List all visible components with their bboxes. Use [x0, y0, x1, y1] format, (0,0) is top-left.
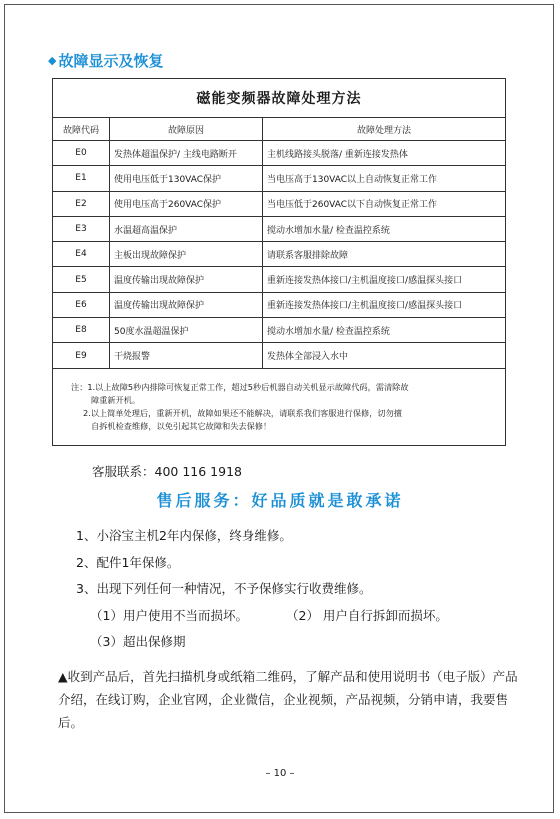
customer-service-contact: 客服联系：400 116 1918	[92, 464, 242, 479]
fault-method: 搅动水增加水量/ 检查温控系统	[263, 216, 506, 241]
warranty-item: 1、小浴宝主机2年内保修，终身维修。	[76, 528, 292, 543]
after-sales-paragraph: ▲收到产品后，首先扫描机身或纸箱二维码，了解产品和使用说明书（电子版）产品介绍，在线订购，企业官网，企业微信，企业视频，产品视频，分销申请，我要售后。	[58, 669, 518, 730]
fault-code: E3	[53, 216, 110, 241]
table-notes	[53, 368, 506, 445]
fault-method: 主机线路接头脱落/ 重新连接发热体	[263, 141, 506, 166]
fault-code: E2	[53, 191, 110, 216]
note-line: 障重新开机。	[91, 394, 141, 405]
note-line: 注：1.以上故障5秒内排除可恢复正常工作，超过5秒后机器自动关机显示故障代码，需清除故	[71, 381, 409, 392]
header-method: 故障处理方法	[263, 118, 506, 141]
table-row	[53, 191, 506, 216]
fault-method: 当电压低于260VAC以下自动恢复正常工作	[263, 191, 506, 216]
table-row	[53, 166, 506, 191]
fault-table	[52, 78, 506, 446]
fault-cause: 干烧报警	[110, 343, 263, 368]
fault-cause: 水温超高温保护	[110, 216, 263, 241]
fault-method: 搅动水增加水量/ 检查温控系统	[263, 318, 506, 343]
fault-method: 发热体全部浸入水中	[263, 343, 506, 368]
page-number: – 10 –	[265, 768, 295, 779]
fault-code: E8	[53, 318, 110, 343]
section-title-text: 故障显示及恢复	[58, 52, 164, 70]
section-title	[48, 50, 163, 71]
warranty-sub-item: （2） 用户自行拆卸而损坏。	[286, 608, 448, 623]
warranty-sub-item: （3）超出保修期	[90, 634, 186, 649]
note-line: 2.以上简单处理后，重新开机，故障如果还不能解决，请联系我们客服进行保修，切勿擅	[83, 407, 402, 418]
fault-method: 重新连接发热体接口/主机温度接口/感温探头接口	[263, 267, 506, 292]
fault-cause: 温度传输出现故障保护	[110, 292, 263, 317]
fault-cause: 使用电压高于260VAC保护	[110, 191, 263, 216]
fault-code: E1	[53, 166, 110, 191]
warranty-item: 2、配件1年保修。	[76, 555, 180, 570]
fault-code: E5	[53, 267, 110, 292]
table-row	[53, 141, 506, 166]
fault-method: 重新连接发热体接口/主机温度接口/感温探头接口	[263, 292, 506, 317]
table-row	[53, 242, 506, 267]
note-line: 自拆机检查维修，以免引起其它故障和失去保修！	[91, 420, 272, 431]
fault-cause: 发热体超温保护/ 主线电路断开	[110, 141, 263, 166]
table-row	[53, 292, 506, 317]
fault-method: 请联系客服排除故障	[263, 242, 506, 267]
fault-code: E0	[53, 141, 110, 166]
table-row	[53, 318, 506, 343]
fault-code: E6	[53, 292, 110, 317]
table-row	[53, 267, 506, 292]
warranty-sub-item: （1）用户使用不当而损坏。	[90, 608, 248, 623]
header-cause: 故障原因	[110, 118, 263, 141]
fault-cause: 主板出现故障保护	[110, 242, 263, 267]
fault-code: E4	[53, 242, 110, 267]
table-row	[53, 343, 506, 368]
table-row	[53, 216, 506, 241]
diamond-bullet-icon: ◆	[48, 54, 57, 67]
fault-cause: 50度水温超温保护	[110, 318, 263, 343]
service-title: 售后服务：好品质就是敢承诺	[156, 491, 404, 510]
fault-method: 当电压高于130VAC以上自动恢复正常工作	[263, 166, 506, 191]
table-title: 磁能变频器故障处理方法	[53, 79, 506, 118]
fault-cause: 使用电压低于130VAC保护	[110, 166, 263, 191]
fault-code: E9	[53, 343, 110, 368]
warranty-item: 3、出现下列任何一种情况，不予保修实行收费维修。	[76, 581, 372, 596]
fault-cause: 温度传输出现故障保护	[110, 267, 263, 292]
header-code: 故障代码	[53, 118, 110, 141]
